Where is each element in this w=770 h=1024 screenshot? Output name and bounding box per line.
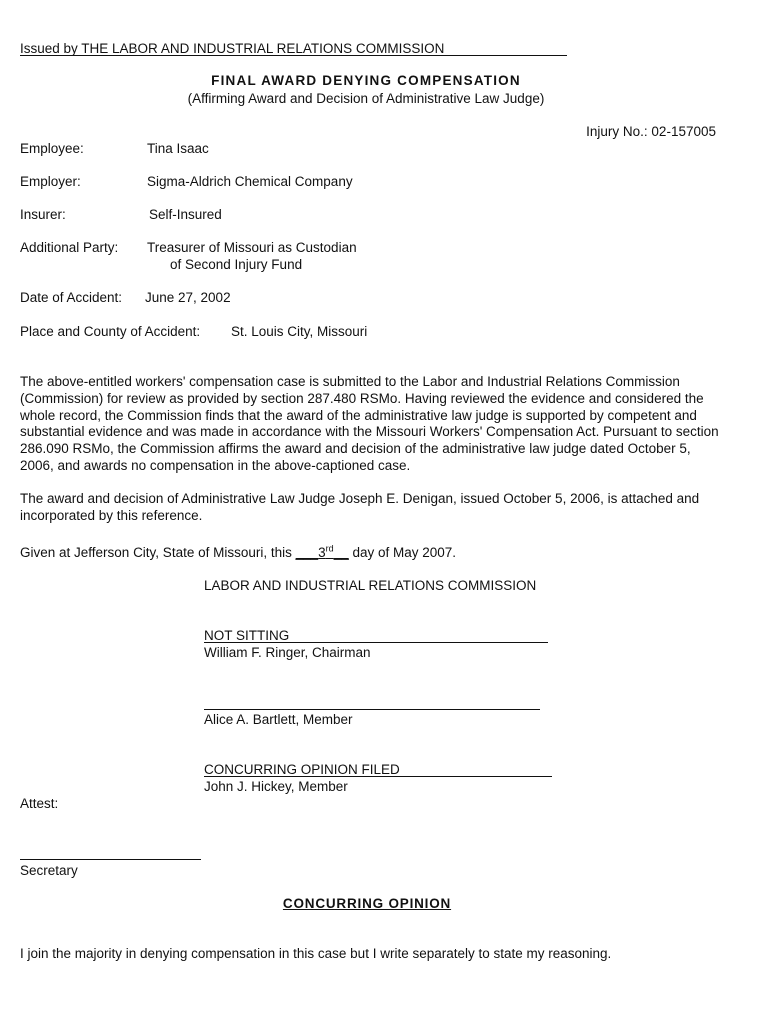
given-date-blank (296, 545, 349, 560)
date-of-accident-value: June 27, 2002 (145, 290, 231, 305)
commission-name: LABOR AND INDUSTRIAL RELATIONS COMMISSION (204, 578, 537, 593)
decision-paragraph: The above-entitled workers' compensation case is submitted to the Labor and Industrial Relations Commission (Commission) for review as provided by section 287.480 RSMo. Having reviewed the evidence and considered the whole record, the Commission finds that the award of the administrative law judge is supported by competent and substantial evidence and was made in accordance with the Missouri Workers' Compensation Act. Pursuant to section 286.090 RSMo, the Commission affirms the award and decision of the administrative law judge dated October 5, 2006, and awards no compensation in the above-captioned case. (20, 374, 719, 473)
date-of-accident-label: Date of Accident: (20, 290, 123, 305)
insurer-value: Self-Insured (149, 207, 222, 222)
given-day-suffix: rd (325, 543, 334, 554)
place-of-accident-label: Place and County of Accident: (20, 324, 201, 339)
injury-number: Injury No.: 02-157005 (586, 124, 716, 139)
chairman-name: William F. Ringer, Chairman (204, 645, 371, 660)
given-blank-before: ___ (295, 545, 319, 560)
given-prefix: Given at Jefferson City, State of Missouri, this (20, 545, 296, 560)
issued-by-line (20, 41, 444, 56)
concurring-opinion-text: I join the majority in denying compensation in this case but I write separately to state my reasoning. (20, 946, 612, 961)
employee-value: Tina Isaac (147, 141, 209, 156)
secretary-signature-line (20, 859, 201, 860)
issued-by-underline (20, 55, 567, 56)
concurring-opinion-heading: CONCURRING OPINION (282, 896, 452, 911)
given-blank-after: __ (333, 545, 349, 560)
member-2-status: CONCURRING OPINION FILED (204, 762, 400, 777)
document-title: FINAL AWARD DENYING COMPENSATION (211, 73, 521, 88)
chairman-status: NOT SITTING (204, 628, 290, 643)
secretary-label: Secretary (20, 863, 78, 878)
additional-party-value-line-1: Treasurer of Missouri as Custodian (147, 240, 357, 255)
given-day: 3 (318, 545, 326, 560)
issued-by-text: Issued by THE LABOR AND INDUSTRIAL RELATIONS COMMISSION (20, 41, 445, 56)
chairman-signature-line (204, 642, 548, 643)
member-1-name: Alice A. Bartlett, Member (204, 712, 353, 727)
additional-party-label: Additional Party: (20, 240, 119, 255)
attest-label: Attest: (20, 796, 59, 811)
additional-party-value-line-2: of Second Injury Fund (170, 257, 303, 272)
employer-label: Employer: (20, 174, 81, 189)
member-2-signature-line (204, 776, 552, 777)
member-1-signature-line (204, 709, 540, 710)
member-2-name: John J. Hickey, Member (204, 779, 348, 794)
place-of-accident-value: St. Louis City, Missouri (231, 324, 368, 339)
given-at-line (20, 545, 456, 560)
insurer-label: Insurer: (20, 207, 66, 222)
given-suffix: day of May 2007. (348, 545, 457, 560)
incorporation-paragraph: The award and decision of Administrative Law Judge Joseph E. Denigan, issued October 5, 2006, is attached and incorporated by this reference. (20, 491, 700, 523)
document-subtitle: (Affirming Award and Decision of Administrative Law Judge) (187, 91, 545, 106)
employer-value: Sigma-Aldrich Chemical Company (147, 174, 353, 189)
employee-label: Employee: (20, 141, 84, 156)
